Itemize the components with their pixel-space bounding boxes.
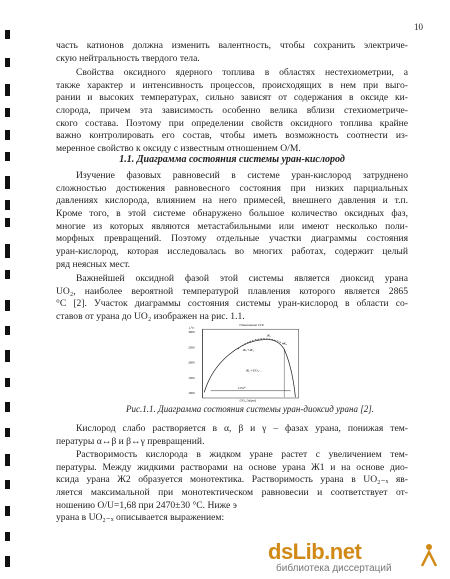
text-line: важно контролировать его состав, чтобы иметь возможность соотнести из-: [56, 130, 408, 142]
watermark-text: библиотека диссертаций: [276, 563, 392, 574]
text-line: ского состава. Поэтому при определении свойств оксидного топлива крайне: [56, 117, 408, 129]
text-line: Растворимость кислорода в жидком уране растет с увеличением тем-: [76, 449, 408, 460]
text-line: морфных превращений. Поэтому отдельные участки диаграммы состояния: [56, 233, 408, 245]
text-line: многие из которых являются метастабильными или имеют несколько поли-: [56, 220, 408, 232]
text-line: часть катионов должна изменить валентность, чтобы сохранить электриче-: [56, 40, 408, 51]
text-line: ксида урана Ж2 образуется монотектика. Растворимость урана в UO₂₋ₓ яв-: [56, 474, 408, 486]
section-heading: 1.1. Диаграмма состояния системы уран-кислород: [119, 154, 345, 165]
text-line: урана в UO₂₋ₓ описывается выражением:: [56, 512, 225, 524]
figure-y-unit-label: t,°C: [189, 326, 195, 331]
watermark-logo-icon: [420, 539, 438, 569]
paragraph-5: [56, 423, 408, 448]
paragraph-4: [56, 273, 408, 324]
text-line: также характер и интенсивность процессов, происходящих в нем при выго-: [56, 79, 408, 91]
text-line: рании и высоких температурах, сильно зависят от содержания в оксиде ки-: [56, 92, 408, 104]
text-line: пературы. Между жидкими растворами на основе урана Ж1 и на основе дио-: [56, 461, 408, 473]
text-line: UO₂, наиболее вероятной температурой плавления которого является 2865: [56, 285, 408, 297]
phase-label-lower: Ж₁+UO₂₋ₓ: [245, 368, 262, 373]
text-line: ношению O/U=1,68 при 2470±30 °C. Ниже э: [56, 499, 237, 511]
paragraph-6: [56, 449, 408, 525]
text-line: Кислород слабо растворяется в α, β и γ – фазах урана, понижая тем-: [76, 423, 408, 434]
text-line: Изучение фазовых равновесий в системе уран-кислород затруднено: [76, 170, 408, 181]
text-line: давлениях кислорода, влиянием на него примесей, внешнего давления и т.п.: [56, 195, 408, 207]
text-line: ряд неясных мест.: [56, 258, 131, 270]
text-line: сложностью достижения равновесного состояния при низких парциальных: [56, 182, 408, 194]
figure-bottom-axis-label: UO₂,%(ат): [239, 398, 257, 402]
figure-top-axis-label: Отношение O/U: [239, 323, 265, 327]
figure-y-tick: 2500: [188, 345, 195, 350]
scan-binding-marks: [0, 0, 22, 579]
phase-label-l2: Ж₂: [282, 341, 288, 346]
paragraph-3: [56, 170, 408, 272]
text-line: Свойства оксидного ядерного топлива в областях нестехиометрии, а: [76, 67, 408, 78]
text-line: пературы α↔β и β↔γ превращений.: [56, 435, 205, 447]
page-number: 10: [414, 22, 423, 32]
paragraph-2: [56, 67, 408, 156]
text-line: меренное свойство к оксиду с известным отношением O/M.: [56, 143, 301, 155]
text-line: ставов от урана до UO₂ изображен на рис. 1.1.: [56, 311, 245, 323]
phase-label-l1-l2: Ж₁+Ж₂: [242, 347, 254, 352]
figure-y-tick: 1500: [188, 375, 195, 380]
text-line: уран-кислород, которая исследовалась во многих работах, содержит целый: [56, 246, 408, 258]
phase-label-l1: Ж₁: [266, 333, 272, 338]
watermark-logo: dsLib.net: [268, 539, 362, 564]
text-line: Кроме того, в этой системе обнаружено большое количество оксидных фаз,: [56, 208, 408, 220]
text-line: °C [2]. Участок диаграммы состояния системы уран-кислород в области со-: [56, 298, 408, 310]
watermark: [268, 537, 446, 575]
phase-diagram-figure: [178, 322, 328, 402]
paragraph-1: [56, 40, 408, 65]
figure-y-tick: 2000: [188, 360, 195, 365]
figure-caption: Рис.1.1. Диаграмма состояния системы уран-диоксид урана [2].: [126, 404, 374, 414]
text-line: ляется максимальной при монотектическом равновесии и соответствует от-: [56, 487, 408, 499]
figure-y-tick: 1000: [188, 391, 195, 395]
text-line: скую нейтральность твердого тела.: [56, 52, 200, 64]
figure-y-tick: 3000: [188, 330, 195, 335]
text-line: Важнейшей оксидной фазой этой системы является диоксид урана: [76, 273, 408, 284]
text-line: слорода, причем эта зависимость особенно велика вблизи стехиометриче-: [56, 105, 408, 117]
temperature-label: 1132°: [237, 386, 246, 391]
